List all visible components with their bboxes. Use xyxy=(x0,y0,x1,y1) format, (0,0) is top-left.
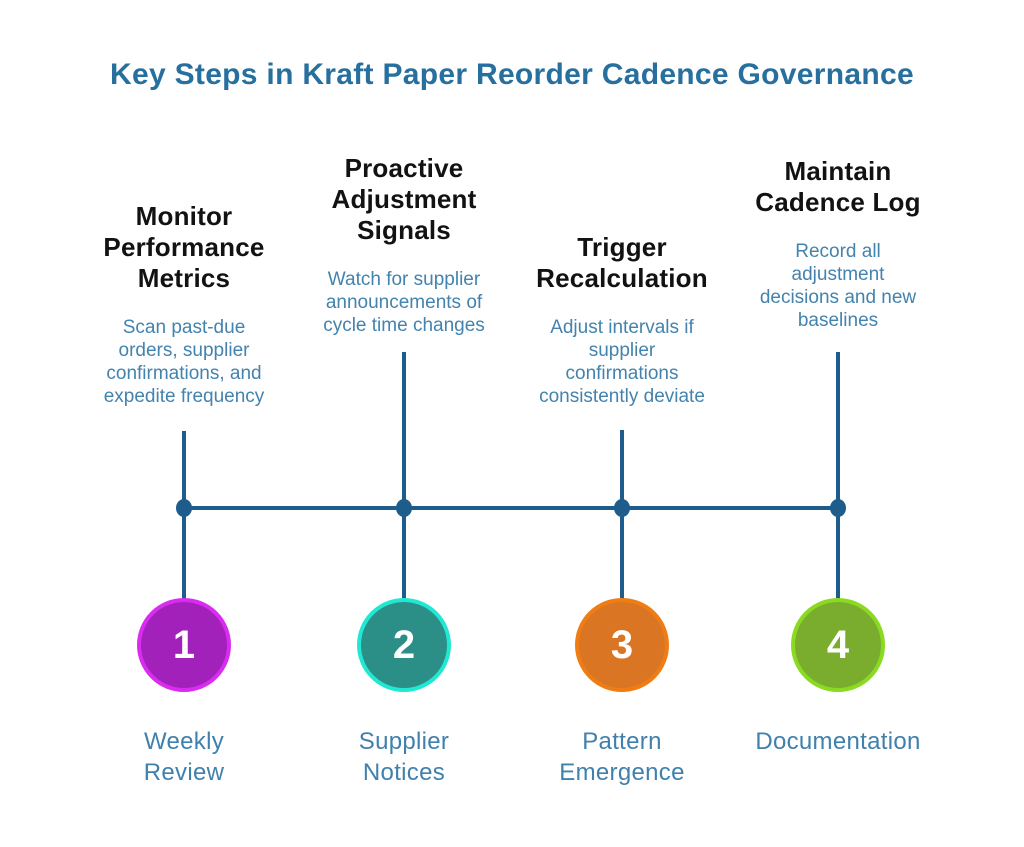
step-heading: Maintain Cadence Log xyxy=(755,156,921,217)
step-column-4 xyxy=(728,0,948,847)
step-number-circle xyxy=(137,598,231,692)
connector-line xyxy=(836,352,840,508)
step-label: Weekly Review xyxy=(143,728,225,786)
page-title: Key Steps in Kraft Paper Reorder Cadence Governance xyxy=(110,58,914,91)
step-number: 1 xyxy=(172,622,196,667)
connector-line xyxy=(402,352,406,508)
step-label: Supplier Notices xyxy=(358,728,450,786)
timeline-dot xyxy=(614,499,630,517)
step-heading: Trigger Recalculation xyxy=(536,232,708,293)
timeline-dot xyxy=(396,499,412,517)
step-text-block xyxy=(728,156,948,332)
step-heading: Proactive Adjustment Signals xyxy=(331,153,477,245)
step-number: 2 xyxy=(392,622,416,667)
step-text-block xyxy=(294,153,514,337)
timeline-dot xyxy=(830,499,846,517)
step-description: Watch for supplier announcements of cycle time changes xyxy=(323,269,485,336)
connector-line xyxy=(620,430,624,508)
step-number-circle xyxy=(575,598,669,692)
step-number: 4 xyxy=(826,622,850,667)
step-number-circle xyxy=(791,598,885,692)
step-description: Record all adjustment decisions and new baselines xyxy=(759,241,917,331)
step-description: Scan past-due orders, supplier confirmations, and expedite frequency xyxy=(103,317,265,407)
connector-line xyxy=(182,431,186,508)
timeline-dot xyxy=(176,499,192,517)
step-text-block xyxy=(512,232,732,408)
step-description: Adjust intervals if supplier confirmations consistently deviate xyxy=(539,317,705,407)
step-label: Documentation xyxy=(755,728,921,755)
step-text-block xyxy=(74,201,294,408)
step-column-2 xyxy=(294,0,514,847)
step-number: 3 xyxy=(610,622,634,667)
step-column-3 xyxy=(512,0,732,847)
step-column-1 xyxy=(74,0,294,847)
step-label: Pattern Emergence xyxy=(559,728,685,786)
step-heading: Monitor Performance Metrics xyxy=(103,201,265,293)
step-number-circle xyxy=(357,598,451,692)
